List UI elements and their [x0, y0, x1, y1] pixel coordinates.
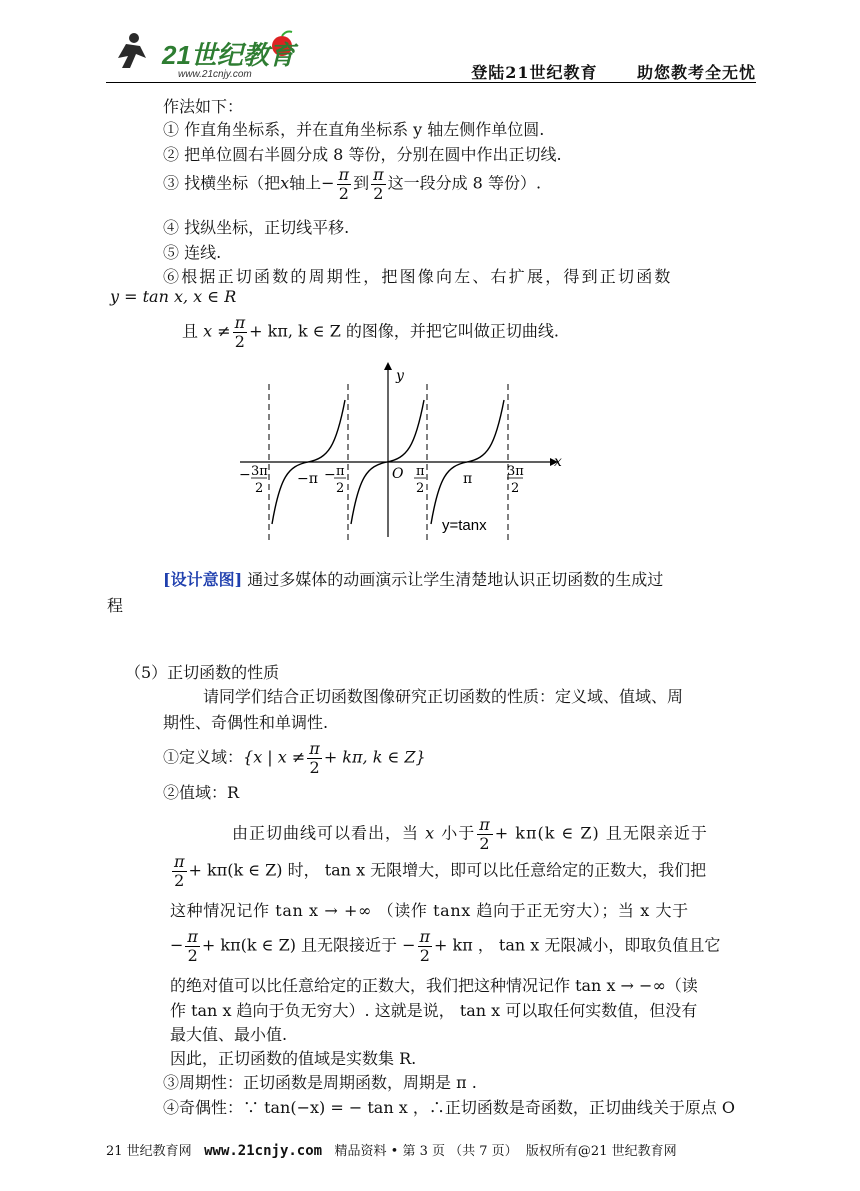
props-intro-2: 期性、奇偶性和单调性.	[163, 713, 329, 732]
domain-line	[163, 740, 426, 776]
tick-3pi2-num: 3π	[507, 464, 524, 479]
step-2: ② 把单位圆右半圆分成 8 等份，分别在圆中作出正切线.	[163, 145, 562, 164]
domain-set-post: + kπ, k ∈ Z}	[323, 747, 426, 767]
method-title: 作法如下：	[163, 97, 244, 116]
step-3-x: x	[280, 173, 290, 193]
range-line: ②值域：R	[163, 783, 240, 802]
p4-mid: + kπ(k ∈ Z) 且无限接近于 −	[201, 935, 416, 955]
y-axis-label: y	[396, 368, 404, 384]
design-intent	[163, 567, 663, 590]
step-6-formula: y = tan x, x ∈ R	[110, 287, 237, 306]
step-1: ① 作直角坐标系，并在直角坐标系 y 轴左侧作单位圆.	[163, 120, 545, 139]
runner-icon	[118, 33, 146, 68]
range-p8: 因此，正切函数的值域是实数集 R.	[170, 1049, 417, 1068]
p2-post: + kπ(k ∈ Z) 时， tan x 无限增大，即可以比任意给定的正数大，我们把	[188, 860, 707, 880]
tick-neg3pi2-den: 2	[255, 481, 264, 496]
frac-den: 2	[479, 833, 491, 853]
tick-pi2-num: π	[416, 464, 425, 479]
range-p5: 的绝对值可以比任意给定的正数大，我们把这种情况记作 tan x → −∞（读	[170, 976, 698, 995]
p1-post: + kπ(k ∈ Z) 且无限亲近于	[494, 823, 708, 843]
range-p4	[170, 928, 720, 964]
footer-left: 21 世纪教育网	[106, 1144, 192, 1159]
footer-url[interactable]: www.21cnjy.com	[204, 1143, 323, 1159]
slogan-left: 登陆21世纪教育	[471, 63, 598, 82]
tick-negpi: −π	[297, 471, 318, 487]
intent-text-1: 通过多媒体的动画演示让学生清楚地认识正切函数的生成过	[247, 570, 664, 589]
step-3-pre: ③ 找横坐标（把	[163, 173, 281, 193]
frac-pi-2	[307, 740, 322, 776]
frac-den: 2	[234, 331, 245, 351]
range-p6: 作 tan x 趋向于负无穷大）. 这就是说， tan x 可以取任何实数值，但没有	[170, 1001, 698, 1020]
axes	[240, 368, 550, 537]
step-3-mid: 轴上	[289, 173, 322, 193]
tick-negpi2-sign: −	[324, 467, 336, 483]
frac-num: π	[373, 165, 384, 184]
p4-neg: −	[170, 935, 184, 955]
step-6: ⑥根据正切函数的周期性，把图像向左、右扩展，得到正切函数	[163, 267, 673, 286]
range-p7: 最大值、最小值.	[170, 1025, 288, 1044]
tick-neg3pi2-num: 3π	[251, 464, 268, 479]
frac-num: π	[234, 313, 246, 332]
line2-pre: 且	[182, 321, 199, 341]
frac-pi-2	[477, 816, 493, 852]
intent-tag: [设计意图]	[163, 570, 243, 589]
frac-den: 2	[174, 870, 185, 890]
frac-pi-2	[172, 853, 187, 889]
frac-num: π	[187, 927, 198, 946]
y-axis-arrow	[384, 362, 392, 370]
origin-label: O	[392, 466, 404, 482]
frac-den: 2	[309, 757, 320, 777]
frac-num: π	[338, 165, 350, 184]
tangent-graph	[220, 362, 570, 542]
frac-num: π	[309, 739, 320, 758]
logo	[106, 28, 306, 80]
props-intro-1: 请同学们结合正切函数图像研究正切函数的性质：定义域、值域、周	[203, 687, 684, 706]
tick-pi: π	[463, 471, 473, 487]
logo-url: www.21cnjy.com	[178, 69, 252, 80]
intent-text-2: 程	[107, 596, 124, 615]
step-3-neg: −	[321, 173, 335, 193]
tick-negpi2-den: 2	[336, 481, 345, 496]
frac-den: 2	[373, 183, 384, 203]
frac-num: π	[479, 815, 491, 834]
frac-den: 2	[187, 945, 198, 965]
line2-x: x ≠	[203, 321, 231, 341]
props-heading: （5）正切函数的性质	[125, 663, 280, 682]
range-p1	[232, 816, 708, 852]
header-slogan	[471, 60, 756, 83]
step-3-post: 这一段分成 8 等份）.	[387, 173, 542, 193]
step-3-to: 到	[353, 173, 370, 193]
tick-negpi2-num: π	[336, 464, 345, 479]
p1-mid: 小于	[441, 823, 476, 843]
frac-pi-2	[185, 928, 200, 964]
x-axis-label: x	[554, 454, 562, 470]
tick-neg3pi2-sign: −	[239, 467, 251, 483]
footer-page: 精品资料 • 第 3 页 （共 7 页）	[334, 1144, 518, 1159]
frac-pi-2	[371, 166, 386, 202]
curve-label: y=tanx	[442, 517, 487, 534]
tick-pi2-den: 2	[416, 481, 425, 496]
step-4: ④ 找纵坐标，正切线平移.	[163, 218, 350, 237]
domain-label: ①定义域：	[163, 747, 244, 767]
frac-pi-2	[337, 166, 352, 202]
frac-pi-2	[418, 928, 433, 964]
parity-line: ④奇偶性：∵ tan(−x) = − tan x ，∴正切函数是奇函数，正切曲线关于原点 O	[163, 1098, 736, 1117]
footer-right: 版权所有@21 世纪教育网	[525, 1144, 677, 1159]
step-6-line2	[182, 314, 559, 350]
p1-pre: 由正切曲线可以看出，当	[232, 823, 420, 843]
frac-pi-2	[233, 314, 248, 350]
range-p3: 这种情况记作 tan x → +∞ （读作 tanx 趋向于正无穷大）；当 x 大于	[170, 901, 689, 920]
logo-text: 21世纪教育	[162, 40, 295, 70]
p1-x: x	[425, 823, 436, 843]
domain-set-pre: {x | x ≠	[243, 747, 306, 767]
p4-post: + kπ ， tan x 无限减小，即取负值且它	[434, 935, 721, 955]
slogan-right: 助您教考全无忧	[636, 63, 756, 82]
frac-num: π	[174, 852, 185, 871]
header-divider	[106, 82, 756, 83]
frac-den: 2	[419, 945, 430, 965]
period-line: ③周期性：正切函数是周期函数，周期是 π .	[163, 1073, 477, 1092]
footer	[106, 1140, 677, 1159]
step-3	[163, 166, 541, 202]
line2-post: + kπ, k ∈ Z 的图像，并把它叫做正切曲线.	[249, 321, 560, 341]
range-p2	[170, 853, 706, 889]
frac-den: 2	[338, 183, 349, 203]
step-5: ⑤ 连线.	[163, 243, 222, 262]
tick-3pi2-den: 2	[511, 481, 520, 496]
frac-num: π	[419, 927, 431, 946]
